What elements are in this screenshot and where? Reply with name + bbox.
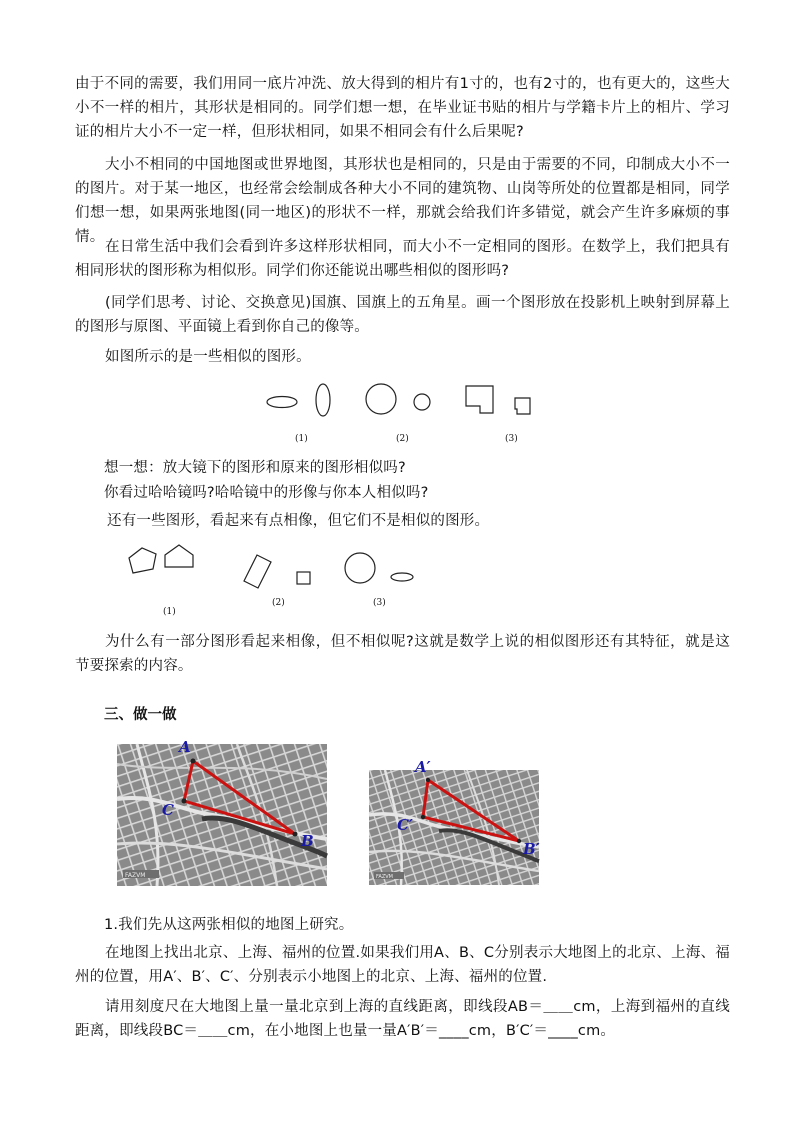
- paragraph-magnifier: 想一想：放大镜下的图形和原来的图形相似吗?: [104, 460, 406, 476]
- point-a: [191, 759, 196, 764]
- point-b-prime: [517, 839, 521, 843]
- label-b: B: [301, 832, 314, 850]
- label-c: C: [162, 801, 174, 819]
- circle: [345, 553, 375, 583]
- section-heading: 三、做一做: [104, 707, 177, 723]
- small-square: [297, 572, 310, 584]
- point-c-prime: [421, 815, 425, 819]
- paragraph-funhouse-mirror: 你看过哈哈镜吗?哈哈镜中的形像与你本人相似吗?: [104, 485, 429, 501]
- paragraph-locate-cities: 在地图上找出北京、上海、福州的位置.如果我们用A、B、C分别表示大地图上的北京、上海、福州的位置，用A′、B′、C′、分别表示小地图上的北京、上海、福州的位置.: [75, 945, 730, 985]
- figure1-caption-3: (3): [505, 434, 518, 444]
- point-b: [293, 832, 298, 837]
- figure2-caption-3: (3): [373, 598, 386, 608]
- label-b-prime: B′: [523, 840, 540, 858]
- point-a-prime: [426, 778, 430, 782]
- paragraph-definition: 在日常生活中我们会看到许多这样形状相同，而大小不一定相同的图形。在数学上，我们把具有相同形状的图形称为相似形。同学们你还能说出哪些相似的图形吗?: [75, 239, 730, 279]
- tall-ellipse: [316, 384, 330, 416]
- label-c-prime: C′: [397, 816, 413, 834]
- large-map: [117, 738, 327, 886]
- large-notched-square: [466, 386, 493, 413]
- small-notched-square: [515, 398, 530, 414]
- tilted-rectangle: [244, 555, 271, 588]
- figure2-caption-1: (1): [163, 607, 176, 617]
- paragraph-measure: 请用刻度尺在大地图上量一量北京到上海的直线距离，即线段AB＝＿＿cm，上海到福州的直线距离，即线段BC＝＿＿cm，在小地图上也量一量A′B′＝____cm，B′C′＝____cm。: [75, 999, 730, 1039]
- paragraph-not-similar: 还有一些图形，看起来有点相像，但它们不是相似的图形。: [107, 513, 490, 529]
- paragraph-step-1: 1.我们先从这两张相似的地图上研究。: [104, 917, 354, 933]
- small-ellipse: [267, 397, 297, 408]
- label-a: A: [179, 738, 191, 756]
- point-c: [182, 799, 187, 804]
- svg-text:FAZVM: FAZVM: [125, 872, 146, 879]
- irregular-pentagon: [129, 548, 156, 573]
- small-circle: [414, 394, 430, 410]
- paragraph-figure-intro: 如图所示的是一些相似的图形。: [105, 349, 311, 365]
- house-pentagon: [165, 545, 193, 567]
- figure1-caption-1: (1): [295, 434, 308, 444]
- figure2-caption-2: (2): [272, 598, 285, 608]
- paragraph-examples: (同学们思考、讨论、交换意见)国旗、国旗上的五角星。画一个图形放在投影机上映射到屏幕上的图形与原图、平面镜上看到你自己的像等。: [75, 295, 730, 335]
- paragraph-photos: 由于不同的需要，我们用同一底片冲洗、放大得到的相片有1寸的，也有2寸的，也有更大的，这些大小不一样的相片，其形状是相同的。同学们想一想，在毕业证书贴的相片与学籍卡片上的相片、学习证的相片大小不一定一样，但形状相同，如果不相同会有什么后果呢?: [75, 76, 730, 140]
- svg-text:FAZVM: FAZVM: [376, 874, 393, 880]
- figure1-caption-2: (2): [396, 434, 409, 444]
- flat-ellipse: [391, 573, 413, 581]
- label-a-prime: A′: [415, 758, 431, 776]
- paragraph-maps: 大小不相同的中国地图或世界地图，其形状也是相同的，只是由于需要的不同，印制成大小不一的图片。对于某一地区，也经常会绘制成各种大小不同的建筑物、山岗等所处的位置都是相同，同学们想一想，如果两张地图(同一地区)的形状不一样，那就会给我们许多错觉，就会产生许多麻烦的事情。: [75, 157, 730, 245]
- large-circle: [366, 384, 396, 414]
- small-map: [369, 758, 540, 885]
- paragraph-why: 为什么有一部分图形看起来相像，但不相似呢?这就是数学上说的相似图形还有其特征，就是这节要探索的内容。: [75, 634, 730, 674]
